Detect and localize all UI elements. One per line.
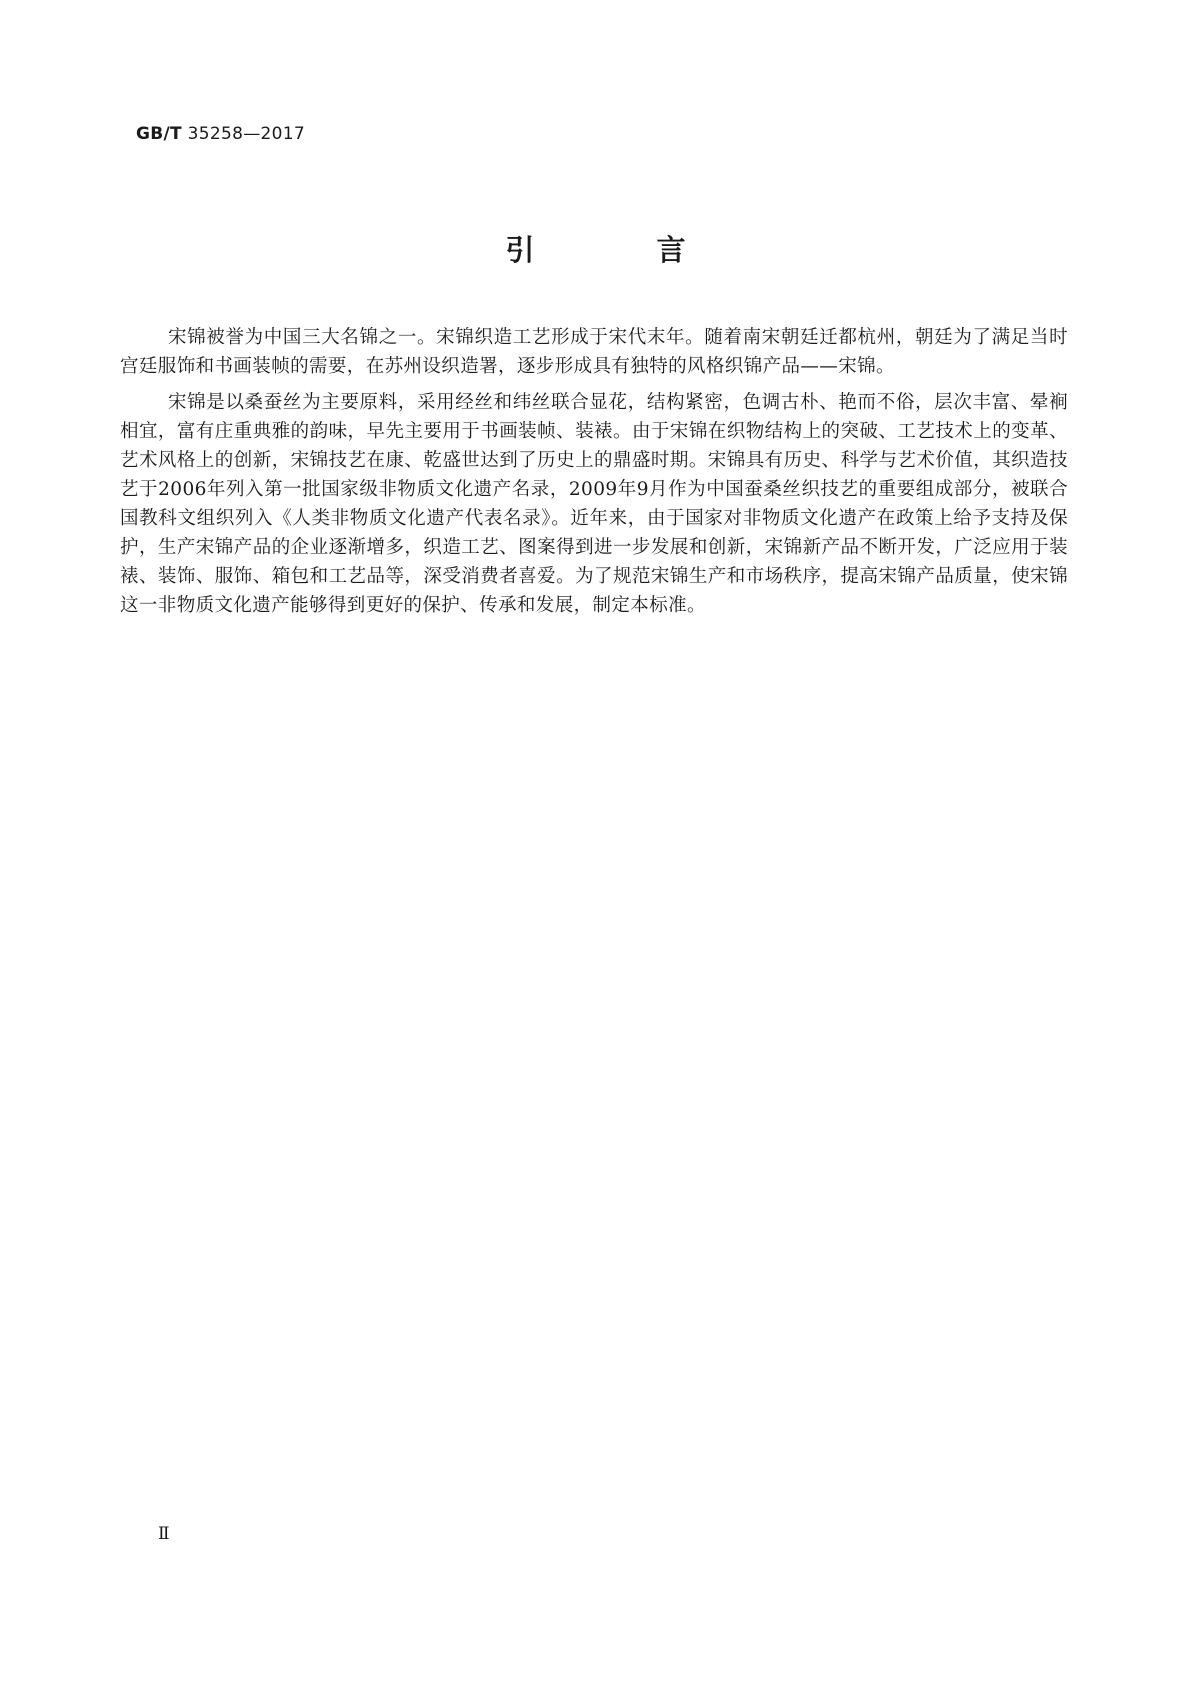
standard-code [136, 124, 305, 144]
paragraph: 宋锦被誉为中国三大名锦之一。宋锦织造工艺形成于宋代末年。随着南宋朝廷迁都杭州，朝廷为了满足当时宫廷服饰和书画装帧的需要，在苏州设织造署，逐步形成具有独特的风格织锦产品——宋锦。 [120, 327, 1068, 377]
page-title: 引 言 [505, 233, 742, 267]
body-text [120, 323, 1068, 627]
standard-prefix: GB/T [136, 124, 182, 144]
page-number: Ⅱ [158, 1524, 170, 1544]
standard-number: 35258—2017 [187, 124, 305, 144]
paragraph: 宋锦是以桑蚕丝为主要原料，采用经丝和纬丝联合显花，结构紧密，色调古朴、艳而不俗，层次丰富、晕裥相宜，富有庄重典雅的韵味，早先主要用于书画装帧、装裱。由于宋锦在织物结构上的突破、工艺技术上的变革、艺术风格上的创新，宋锦技艺在康、乾盛世达到了历史上的鼎盛时期。宋锦具有历史、科学与艺术价值，其织造技艺于2006年列入第一批国家级非物质文化遗产名录，2009年9月作为中国蚕桑丝织技艺的重要组成部分，被联合国教科文组织列入《人类非物质文化遗产代表名录》。近年来，由于国家对非物质文化遗产在政策上给予支持及保护，生产宋锦产品的企业逐渐增多，织造工艺、图案得到进一步发展和创新，宋锦新产品不断开发，广泛应用于装裱、装饰、服饰、箱包和工艺品等，深受消费者喜爱。为了规范宋锦生产和市场秩序，提高宋锦产品质量，使宋锦这一非物质文化遗产能够得到更好的保护、传承和发展，制定本标准。 [120, 392, 1068, 616]
